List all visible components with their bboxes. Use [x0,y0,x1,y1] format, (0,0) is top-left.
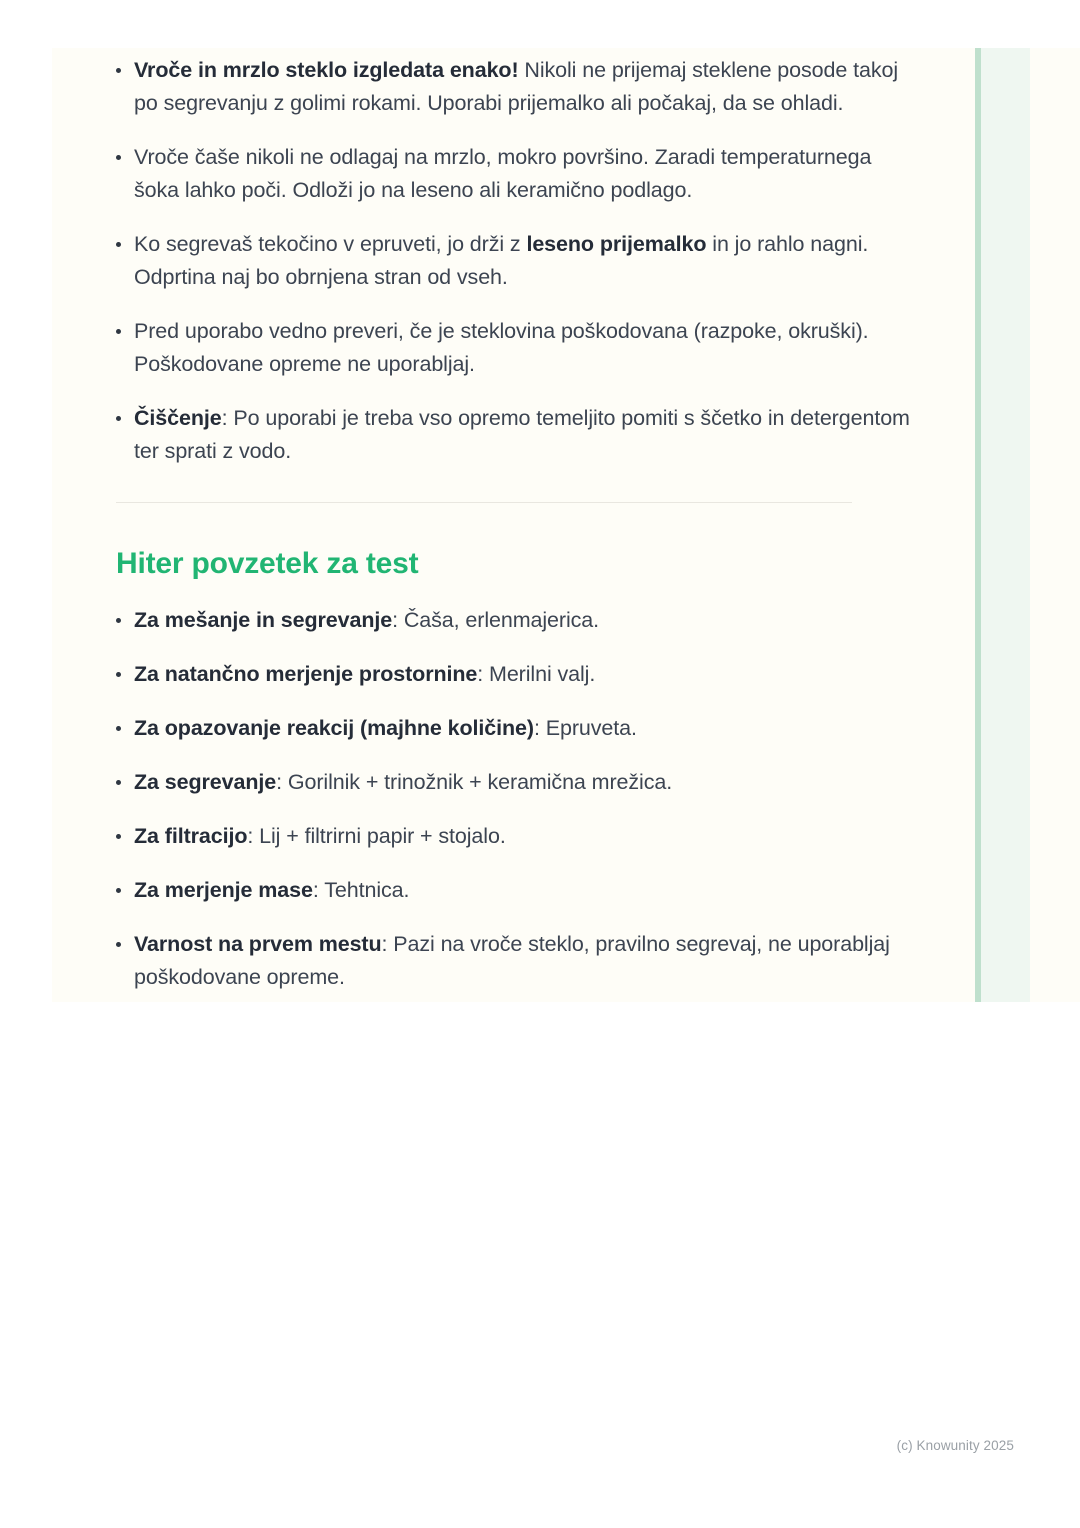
safety-list-item [92,402,912,468]
footer-copyright: (c) Knowunity 2025 [896,1438,1014,1453]
summary-section-heading: Hiter povzetek za test [116,547,419,580]
note-page-card [52,48,1080,1002]
list-item-emphasis: Za filtracijo [134,824,248,848]
safety-list-item [92,228,912,294]
summary-list-item [92,928,912,994]
list-item-emphasis: Za opazovanje reakcij (majhne količine) [134,716,534,740]
list-item-text: : Epruveta. [533,716,637,740]
safety-list-item [92,315,912,381]
list-item-emphasis: Vroče in mrzlo steklo izgledata enako! [134,58,519,82]
safety-list-item [92,54,912,120]
summary-list-item [92,604,912,637]
list-item-text: : Pazi na vroče steklo, pravilno segrevaj, ne uporabljaj poškodovane opreme. [134,932,890,989]
summary-list [92,604,912,994]
safety-rules-list [92,54,912,468]
right-accent-panel [975,48,1030,1002]
list-item-emphasis: Za merjenje mase [134,878,313,902]
list-item-emphasis: Varnost na prvem mestu [134,932,382,956]
list-item-emphasis: Za natančno merjenje prostornine [134,662,478,686]
list-item-text: : Merilni valj. [477,662,596,686]
list-item-text: : Po uporabi je treba vso opremo temeljito pomiti s ščetko in detergentom ter sprati z vodo. [134,406,910,463]
list-item-text: : Gorilnik + trinožnik + keramična mrežica. [276,770,673,794]
list-item-text: : Lij + filtrirni papir + stojalo. [247,824,506,848]
list-item-emphasis: Za segrevanje [134,770,277,794]
list-item-text: Nikoli ne prijemaj steklene posode takoj po segrevanju z golimi rokami. Uporabi prijemalko ali počakaj, da se ohladi. [134,58,899,115]
summary-list-item [92,712,912,745]
summary-list-item [92,820,912,853]
list-item-emphasis: leseno prijemalko [526,232,707,256]
summary-list-item [92,766,912,799]
list-item-text: in jo rahlo nagni. Odprtina naj bo obrnjena stran od vseh. [134,232,869,289]
summary-list-item [92,658,912,691]
list-item-text: : Čaša, erlenmajerica. [392,608,600,632]
list-item-text: Pred uporabo vedno preveri, če je steklovina poškodovana (razpoke, okruški). Poškodovane opreme ne uporabljaj. [134,319,869,376]
section-divider [116,502,852,503]
list-item-emphasis: Čiščenje [134,406,222,430]
safety-list-item [92,141,912,207]
list-item-text: Ko segrevaš tekočino v epruveti, jo drži z [134,232,527,256]
list-item-emphasis: Za mešanje in segrevanje [134,608,393,632]
summary-list-item [92,874,912,907]
note-content [52,48,952,1002]
list-item-text: : Tehtnica. [312,878,410,902]
list-item-text: Vroče čaše nikoli ne odlagaj na mrzlo, mokro površino. Zaradi temperaturnega šoka lahko poči. Odloži jo na leseno ali keramično podlago. [134,145,872,202]
